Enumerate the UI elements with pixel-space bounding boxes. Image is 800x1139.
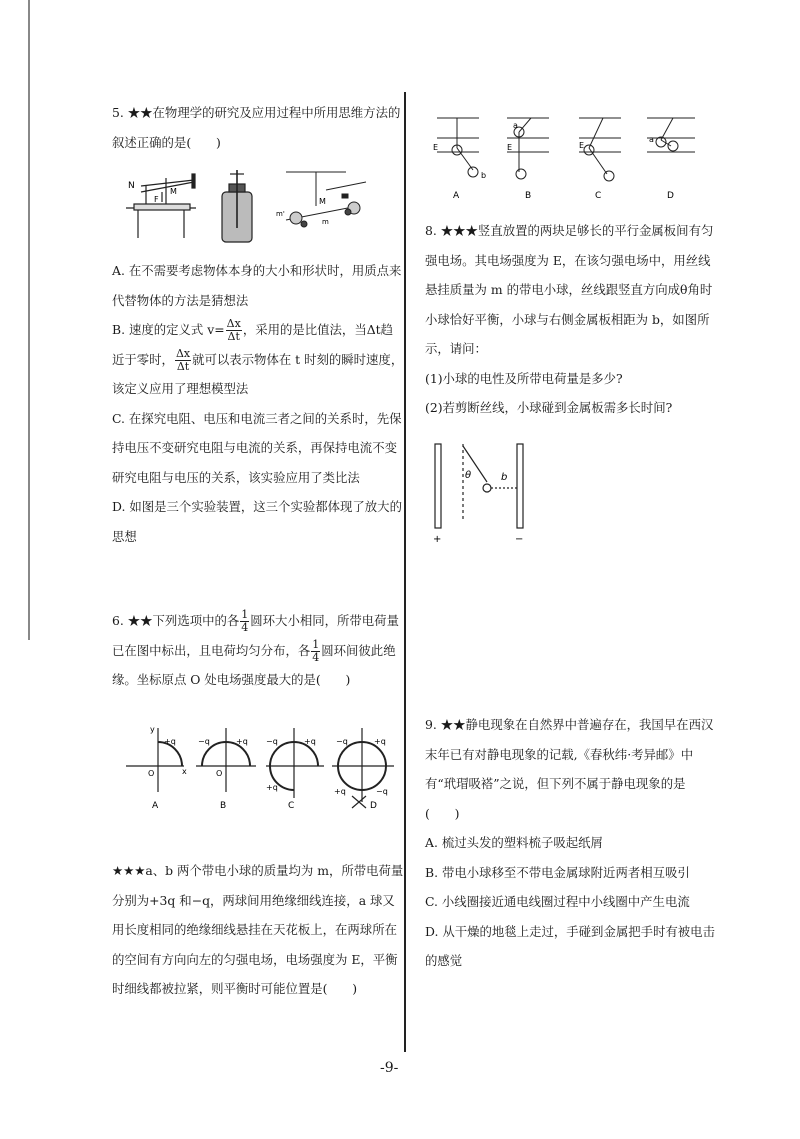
column-divider — [404, 92, 406, 1052]
q5-label-m: M — [170, 187, 177, 196]
q6-d-charge-2: +q — [374, 737, 386, 746]
q6-stem-pre: 6. ★★下列选项中的各 — [112, 613, 240, 628]
q8-minus: − — [515, 534, 524, 545]
q7-option-d-diagram — [647, 118, 695, 152]
q5-option-c: C. 在探究电阻、电压和电流三者之间的关系时，先保持电压不变研究电阻与电流的关系，再保持电流不变研究电阻与电压的关系，该实验应用了类比法 — [112, 410, 402, 485]
q5-label-n: N — [128, 181, 135, 191]
frac-den: 4 — [312, 650, 320, 664]
q6-stem — [112, 606, 404, 695]
q6-b-label: B — [220, 801, 227, 811]
q7-b-e: E — [507, 143, 513, 152]
q5-velocity-fraction-2 — [175, 348, 191, 373]
q7-a-b: b — [481, 171, 487, 180]
q5-label-f: F — [154, 195, 159, 204]
q5-option-b — [112, 315, 404, 404]
q7-d-a: a — [649, 135, 654, 144]
q6-a-charge: +q — [164, 737, 176, 746]
q5-option-b-mid: ，采用的是比值法，当Δt趋近于零时， — [112, 322, 394, 367]
q9-option-b: B. 带电小球移至不带电金属球附近两者相互吸引 — [425, 864, 690, 880]
frac-den: Δt — [227, 330, 240, 343]
page-edge-line — [28, 0, 30, 640]
q6-d-charge-4: −q — [376, 787, 388, 796]
q6-d-charge-1: −q — [336, 737, 348, 746]
q9-option-a: A. 梳过头发的塑料梳子吸起纸屑 — [425, 835, 603, 850]
q7-c-e: E — [579, 141, 585, 150]
q6-d-charge-3: +q — [334, 787, 346, 796]
q5-label-m-small: m — [322, 218, 329, 226]
q6-b-charge-left: −q — [198, 737, 210, 746]
q7-label-b: B — [525, 191, 532, 201]
q6-c-charge-bottom: +q — [266, 783, 278, 792]
q9-option-d: D. 从干燥的地毯上走过，手碰到金属把手时有被电击的感觉 — [425, 923, 715, 968]
frac-den: Δt — [176, 359, 190, 373]
q8-ball — [483, 484, 491, 492]
q6-stem-post: 圆环间彼此绝缘。坐标原点 O 处电场强度最大的是( ) — [112, 642, 396, 687]
q6-b-charge-right: +q — [236, 737, 248, 746]
q7-a-e: E — [433, 143, 439, 152]
q7-label-c: C — [595, 191, 602, 201]
q8-figure — [427, 440, 547, 550]
page-number: -9- — [380, 1060, 399, 1076]
q8-left-plate — [435, 444, 441, 528]
q8-b: b — [501, 472, 508, 483]
q7-b-a: a — [513, 121, 518, 130]
q6-stem-mid: 圆环大小相同，所带电荷量已在图中标出，且电荷均匀分布，各 — [112, 613, 399, 658]
q5-option-b-post: 就可以表示物体在 t 时刻的瞬时速度，该定义应用了理想模型法 — [112, 351, 404, 396]
q5-label-m2: M — [319, 197, 326, 206]
q6-d-label: D — [370, 801, 377, 811]
q5-stem: 5. ★★在物理学的研究及应用过程中所用思维方法的叙述正确的是( ) — [112, 105, 401, 150]
q8-theta: θ — [465, 470, 472, 481]
q5-options — [112, 256, 404, 551]
question-6 — [112, 606, 404, 695]
q7-option-a-diagram — [437, 118, 479, 177]
q9-option-c: C. 小线圈接近通电线圈过程中小线圈中产生电流 — [425, 894, 690, 909]
q6-c-charge-left: −q — [266, 737, 278, 746]
q7-option-c-diagram — [579, 118, 621, 181]
q6-quarter-fraction-2 — [311, 639, 320, 664]
q5-option-d: D. 如图是三个实验装置，这三个实验都体现了放大的思想 — [112, 499, 402, 544]
q5-label-m-prime: m' — [276, 210, 285, 218]
q6-a-label: A — [152, 801, 159, 811]
q5-option-b-pre: B. 速度的定义式 v= — [112, 322, 225, 337]
q9-stem: 9. ★★静电现象在自然界中普遍存在，我国早在西汉末年已有对静电现象的记载,《春秋纬·考异邮》中有“玳瑁吸褡”之说，但下列不属于静电现象的是( ) — [425, 717, 714, 821]
q7-label-d: D — [667, 191, 674, 201]
q5-bottle-apparatus — [222, 170, 252, 242]
q5-velocity-fraction — [226, 318, 242, 343]
q7-figure — [433, 112, 703, 204]
q8-sub-question-1: (1)小球的电性及所带电荷量是多少? — [425, 370, 623, 386]
frac-num: Δx — [175, 346, 191, 360]
q6-b-origin: O — [216, 769, 223, 778]
question-5 — [112, 98, 404, 157]
question-7 — [112, 856, 404, 1004]
frac-den: 4 — [241, 621, 249, 634]
q7-stem: ★★★a、b 两个带电小球的质量均为 m，所带电荷量分别为+3q 和−q，两球间用绝缘细线连接，a 球又用长度相同的绝缘细线悬挂在天花板上，在两球所在的空间有方向向左的匀强电场，电场强度为 E，平衡时细线都被拉紧，则平衡时可能位置是( ) — [112, 863, 404, 996]
q5-torsion-apparatus — [126, 174, 196, 238]
q8-stem: 8. ★★★竖直放置的两块足够长的平行金属板间有匀强电场。其电场强度为 E，在该匀强电场中，用丝线悬挂质量为 m 的带电小球，丝线跟竖直方向成θ角时小球恰好平衡，小球与右侧金属板相距为 b，如图所示，请问： — [425, 223, 714, 356]
q5-option-a: A. 在不需要考虑物体本身的大小和形状时，用质点来代替物体的方法是猜想法 — [112, 263, 402, 308]
q6-a-axis-y: y — [150, 725, 155, 734]
question-9 — [425, 710, 715, 976]
q8-sub-question-2: (2)若剪断丝线，小球碰到金属板需多长时间? — [425, 400, 673, 415]
q6-c-charge-right: +q — [304, 737, 316, 746]
frac-num: 1 — [312, 637, 320, 651]
q6-quarter-fraction — [240, 609, 249, 634]
q6-figure — [126, 722, 406, 812]
q5-figure — [126, 168, 396, 248]
q6-a-axis-x: x — [182, 767, 187, 776]
q8-right-plate — [517, 444, 523, 528]
frac-num: 1 — [241, 608, 249, 621]
question-8 — [425, 216, 715, 423]
q8-plus: + — [433, 534, 442, 545]
q6-c-label: C — [288, 801, 295, 811]
frac-num: Δx — [226, 317, 241, 330]
q7-label-a: A — [453, 191, 460, 201]
q6-a-origin: O — [148, 769, 155, 778]
